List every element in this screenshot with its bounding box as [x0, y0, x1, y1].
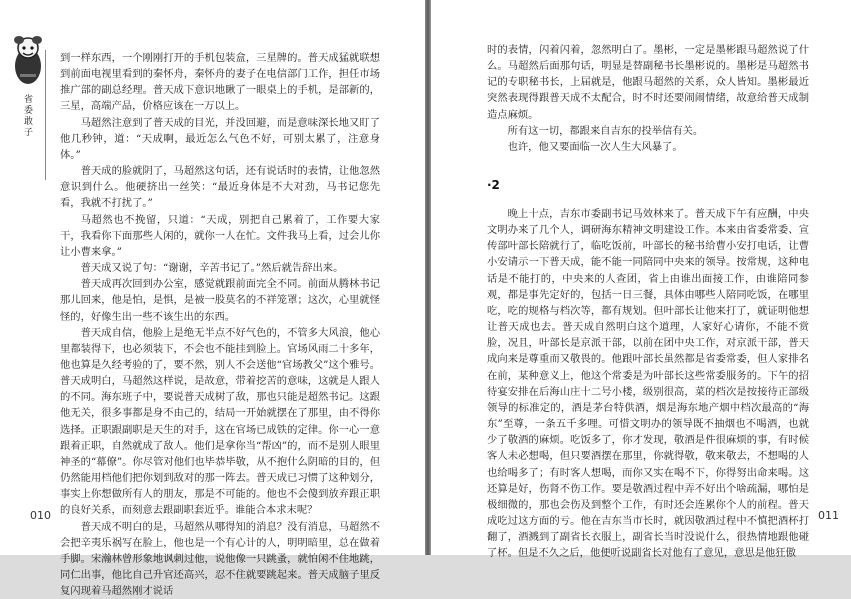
paragraph: 普天成自信，他脸上是绝无半点不好气色的，不管多大风浪，他心里都装得下，也必须装下，不会也不能挂到脸上。官场风雨二十多年，他也算是久经考验的了，要不然，别人不会送他“官场教父”这个雅号。普天成明白，马超然这样说，是故意，带着挖苦的意味，这就是人跟人的不同。海东班子中，要说普天成树了敌，那也只能是超然书记。这跟他无关，很多事都是身不由己的，结局一开始就摆在了那里，由不得你选择。正职跟副职是天生的对手，这在官场已成铁的定律。你一心一意跟着正职，自然就成了敌人。他们是拿你当“帮凶”的，而不是别人眼里神圣的“幕僚”。你尽管对他们也毕恭毕敬，从不抱什么阴暗的目的，但仍然能用档他们把你划到敌对的那一阵去。普天成已习惯了这种划分，事实上你想做所有人的朋友，那是不可能的。他也不会傻到放弃跟正职的良好关系，而刻意去跟副职套近乎。谁能合本求末呢？	[60, 326, 380, 517]
paragraph: 普天成不明白的是，马超然从哪得知的消息？没有消息，马超然不会把辛夷乐祸写在脸上，他也是一个有心计的人，明明暗里，总在做着手脚。宋瀚林曾形象地讽刺过他，说他像一只跳蚤，就怕闲不住地跳，同仁出事，他比自己升官还高兴，忍不住就要跳起来。普天成脑子里反复闪现着马超然刚才说话	[60, 520, 380, 598]
right-page-body-top	[487, 42, 809, 155]
paragraph: 所有这一切，都跟来自吉东的投举信有关。	[507, 124, 704, 137]
paragraph: 普天成又说了句：“谢谢，辛苦书记了。”然后就告辞出来。	[80, 262, 344, 275]
paragraph: 普天成再次回到办公室，感觉就跟前面完全不同。前面从腾林书记那儿回来，他是怕，是惧，是被一股莫名的不祥笼罩；这次，心里就怪怪的，好像生出一些不该生出的东西。	[60, 278, 380, 323]
left-page-body	[60, 50, 380, 599]
page-number-left: 010	[30, 509, 51, 522]
paragraph: 马超然也不挽留，只道：“天成，别把自己累着了，工作要大家干，我看你下面那些人闲的，就你一人在忙。文件我马上看，过会儿你让小曹来拿。”	[60, 213, 380, 258]
paragraph: 晚上十点，吉东市委副书记马效林来了。普天成下午有应酬，中央文明办来了几个人，调研海东精神文明建设工作。本来由省委常委、宣传部叶部长陪就行了，临吃饭前，叶部长的秘书给曹小安打电话，让曹小安请示一下普天成，能不能一同陪同中央来的领导。按常规，这种电话是不能打的，中央来的人查团，省上由谁出面接工作，由谁陪同参观，都是事先定好的，包括一日三餐，具体由哪些人陪同吃饭，在哪里吃，吃的规格与档次等，都有规划。但叶部长让他来打了，就证明他想让普天成也去。普天成自然明白这个道理，人家好心请你，不能不赏脸，况且，叶部长是京派干部，以前在团中央工作，对京派干部，普天成向来是尊重而又敬畏的。他跟叶部长虽然都是省委常委，但人家排名在前，某种意义上，他这个常委是为叶部长这些常委服务的。下午的招待宴安排在后海山庄十二号小楼，级别很高，菜的档次是按接待正部级领导的标准定的，酒是茅台特供酒，烟是海东地产烟中档次最高的“海东”至尊，一条五千多哩。可惜文明办的领导既不抽烟也不喝酒，也就少了敬酒的麻烦。吃饭多了，你才发现，敬酒是件很麻烦的事，有时候客人未必想喝，但只要酒摆在那里，你就得敬，敬来敬去，不想喝的人也给喝多了；有时客人想喝，而你又实在喝不下，你得努出命来喝。这还算是好，伤肾不伤工作。要是敬酒过程中弄不好出个啥疏漏，哪怕是极细微的，那也会伤及到整个工作，有时还会连累你个人的前程。普天成吃过这方面的亏。他在吉东当市长时，就因敬酒过程中不慎把酒杯打翻了，酒溅到了副省长衣服上，副省长当时没说什么，很热情地跟他碰了杯。但是不久之后，他便听说副省长对他有了意见，意思是他狂傲	[487, 208, 809, 560]
side-label: 省委敢子	[22, 94, 32, 138]
left-page	[0, 0, 425, 598]
paragraph: 也许，他又要面临一次人生大风暴了。	[507, 140, 683, 153]
paragraph: 普天成的脸就阴了，马超然这句话，还有说话时的表情，让他忽然意识到什么。他硬挤出一丝笑：“最近身体是不大对劲，马书记您先看，我就不打扰了。”	[60, 165, 380, 210]
paragraph: 到一样东西，一个刚刚打开的手机包装盒，三星牌的。普天成猛就联想到前面电视里看到的秦怀舟，秦怀舟的妻子在电信部门工作，担任市场推广部的副总经理。普天成下意识地瞅了一眼桌上的手机，是部新的，三星，高端产品，价格应该在一万以上。	[60, 52, 380, 113]
paragraph: 时的表情，闪着闪着，忽然明白了。墨彬，一定是墨彬跟马超然说了什么。马超然后面那句话，明显是替副秘书长墨彬说的。墨彬是马超然书记的专职秘书长，上届就是，他跟马超然的关系，众人皆知。墨彬最近突然表现得跟普天成不太配合，时不时还要闹闹情绪，故意给普天成制造点麻烦。	[487, 44, 809, 121]
cartoon-figure-icon	[8, 30, 48, 90]
right-page-body-bottom	[487, 206, 809, 561]
section-heading: ·2	[487, 178, 500, 192]
right-page	[431, 0, 851, 560]
paragraph: 马超然注意到了普天成的目光，并没回避，而是意味深长地又盯了他几秒钟，道：“天成啊，最近怎么气色不好，可别太累了，注意身体。”	[60, 116, 380, 161]
side-divider	[45, 50, 46, 180]
page-number-right: 011	[818, 509, 839, 522]
